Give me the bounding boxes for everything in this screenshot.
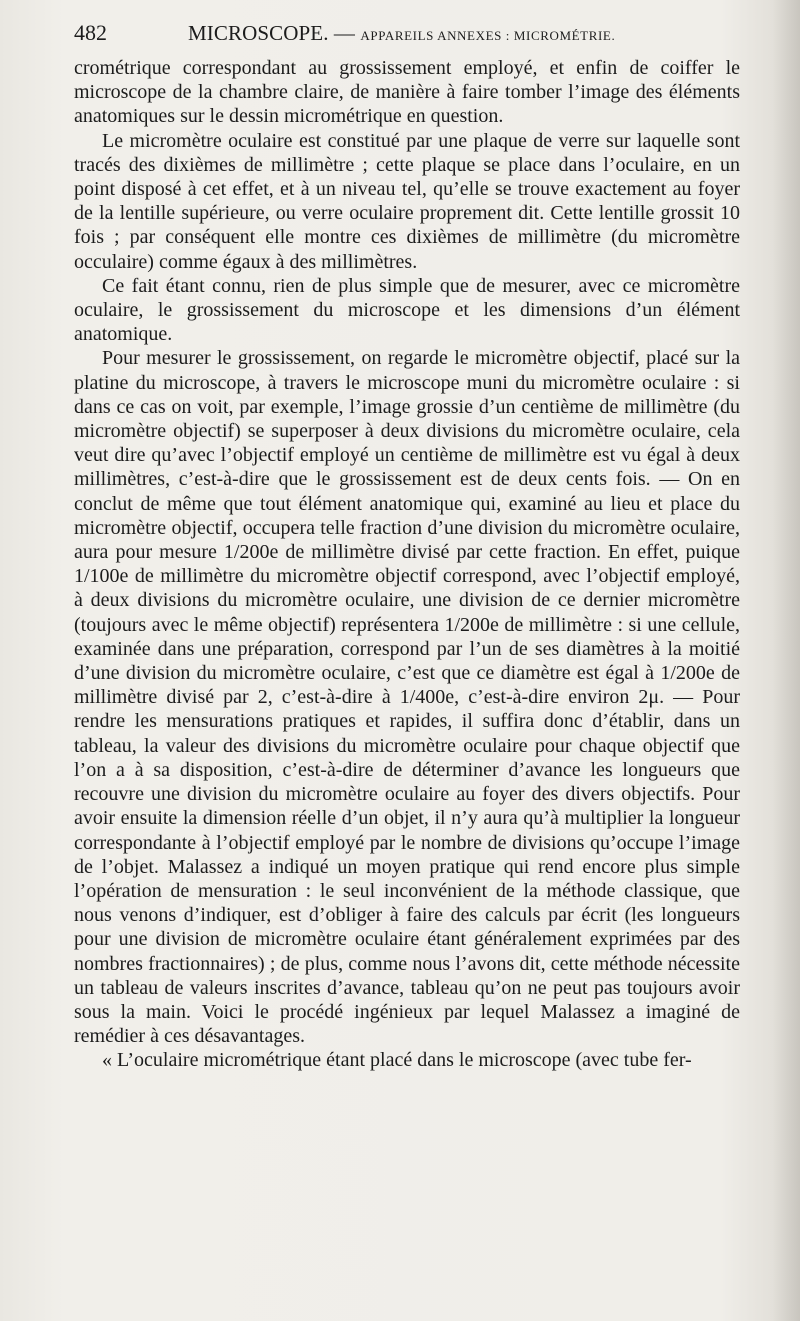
page-header: [74, 18, 744, 48]
running-head-section: APPAREILS ANNEXES : MICROMÉTRIE.: [360, 28, 616, 43]
paragraph-mesurer-grossissement: Pour mesurer le grossissement, on regarde le micromètre objectif, placé sur la platine du microscope, à travers le microscope muni du micromètre oculaire : si dans ce cas on voit, par exemple, l’image grossie d’un centième de millimètre (du micromètre objectif) se superposer à deux divisions du micromètre oculaire, cela veut dire qu’avec l’objectif employé un centième de millimètre est vu égal à deux millimètres, c’est-à-dire que le grossissement est de deux cents fois. — On en conclut de même que tout élément anatomique qui, examiné au lieu et place du micromètre objectif, occupera telle fraction d’une division du micromètre oculaire, aura pour mesure 1/200e de millimètre divisé par cette fraction. En effet, puique 1/100e de millimètre du micromètre objectif correspond, avec l’objectif employé, à deux divisions du micromètre oculaire, une division de ce dernier micromètre (toujours avec le même objectif) représentera 1/200e de millimètre : si une cellule, examinée dans une préparation, correspond par l’un de ses diamètres à la moitié d’une division du micromètre oculaire, c’est que ce diamètre est égal à 1/200e de millimètre divisé par 2, c’est-à-dire à 1/400e, c’est-à-dire environ 2μ. — Pour rendre les mensurations pratiques et rapides, il suffira donc d’établir, dans un tableau, la valeur des divisions du micromètre oculaire pour chaque objectif que l’on a à sa disposition, c’est-à-dire de déterminer d’avance les longueurs que recouvre une division du micromètre oculaire au foyer des divers objectifs. Pour avoir ensuite la dimension réelle d’un objet, il n’y aura qu’à multiplier la longueur correspondante à l’objectif employé par le nombre de divisions qu’occupe l’image de l’objet. Malassez a indiqué un moyen pratique qui rend encore plus simple l’opération de mensuration : le seul inconvénient de la méthode classique, que nous venons d’indiquer, est d’obliger à faire des calculs par écrit (les longueurs pour une division de micromètre oculaire étant généralement exprimées par des nombres fractionnaires) ; de plus, comme nous l’avons dit, cette méthode nécessite un tableau de valeurs inscrites d’avance, tableau qu’on ne peut pas toujours avoir sous la main. Voici le procédé ingénieux par lequel Malassez a imaginé de remédier à ces désavantages.: [74, 347, 740, 1048]
paragraph-quote-start: « L’oculaire micrométrique étant placé dans le microscope (avec tube fer-: [102, 1049, 692, 1072]
page-number: 482: [74, 20, 107, 45]
paragraph-continuation: crométrique correspondant au grossissement employé, et enfin de coiffer le microscope de la chambre claire, de manière à faire tomber l’image des éléments anatomiques sur le dessin micrométrique en question.: [74, 57, 740, 128]
body-text: [74, 56, 740, 1073]
paragraph-fait-connu: Ce fait étant connu, rien de plus simple que de mesurer, avec ce micromètre oculaire, le grossissement du microscope et les dimensions d’un élément anatomique.: [74, 274, 740, 346]
paragraph-micrometre-oculaire: Le micromètre oculaire est constitué par une plaque de verre sur laquelle sont tracés des dixièmes de millimètre ; cette plaque se place dans l’oculaire, en un point disposé à cet effet, et à un niveau tel, qu’elle se trouve exactement au foyer de la lentille supérieure, ou verre oculaire proprement dit. Cette lentille grossit 10 fois ; par conséquent elle montre ces dixièmes de millimètre (du micromètre occulaire) comme égaux à des millimètres.: [74, 129, 740, 273]
page-edge-shadow: [772, 0, 800, 1321]
running-head: [188, 18, 615, 51]
running-head-dash: —: [333, 21, 356, 45]
running-head-title: MICROSCOPE.: [188, 21, 329, 45]
